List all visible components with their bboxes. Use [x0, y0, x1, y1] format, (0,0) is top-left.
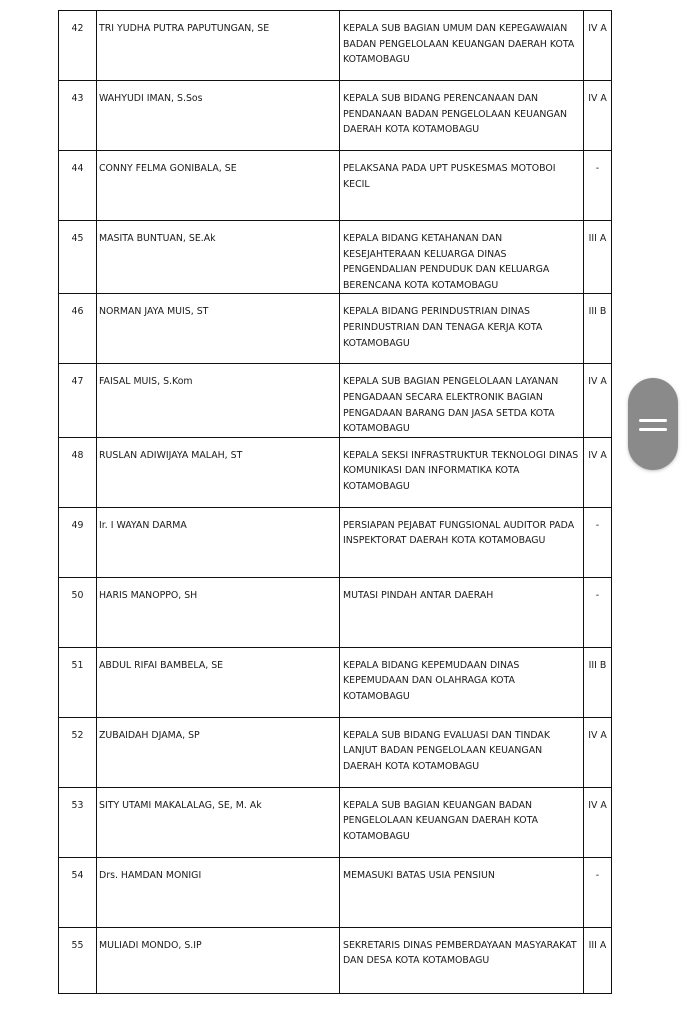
grade-level: IV A	[584, 787, 612, 857]
row-number: 51	[59, 647, 97, 717]
position-title: KEPALA SUB BIDANG EVALUASI DAN TINDAK LANJUT BADAN PENGELOLAAN KEUANGAN DAERAH KOTA KOTAMOBAGU	[340, 717, 584, 787]
table-row	[59, 151, 612, 221]
position-title: KEPALA BIDANG PERINDUSTRIAN DINAS PERINDUSTRIAN DAN TENAGA KERJA KOTA KOTAMOBAGU	[340, 294, 584, 364]
employee-name: Ir. I WAYAN DARMA	[97, 507, 340, 577]
position-title: KEPALA BIDANG KEPEMUDAAN DINAS KEPEMUDAAN DAN OLAHRAGA KOTA KOTAMOBAGU	[340, 647, 584, 717]
drag-handle-icon	[639, 428, 667, 431]
row-number: 46	[59, 294, 97, 364]
personnel-table	[58, 10, 612, 994]
employee-name: NORMAN JAYA MUIS, ST	[97, 294, 340, 364]
employee-name: ZUBAIDAH DJAMA, SP	[97, 717, 340, 787]
grade-level: IV A	[584, 81, 612, 151]
grade-level: IV A	[584, 717, 612, 787]
grade-level: IV A	[584, 364, 612, 437]
position-title: PERSIAPAN PEJABAT FUNGSIONAL AUDITOR PADA INSPEKTORAT DAERAH KOTA KOTAMOBAGU	[340, 507, 584, 577]
table-row	[59, 364, 612, 437]
employee-name: MASITA BUNTUAN, SE.Ak	[97, 221, 340, 294]
row-number: 54	[59, 857, 97, 927]
employee-name: TRI YUDHA PUTRA PAPUTUNGAN, SE	[97, 11, 340, 81]
scroll-handle[interactable]	[628, 378, 678, 470]
position-title: SEKRETARIS DINAS PEMBERDAYAAN MASYARAKAT DAN DESA KOTA KOTAMOBAGU	[340, 927, 584, 993]
employee-name: Drs. HAMDAN MONIGI	[97, 857, 340, 927]
position-title: PELAKSANA PADA UPT PUSKESMAS MOTOBOI KECIL	[340, 151, 584, 221]
position-title: MUTASI PINDAH ANTAR DAERAH	[340, 577, 584, 647]
grade-level: III B	[584, 294, 612, 364]
table-row	[59, 647, 612, 717]
table-row	[59, 857, 612, 927]
employee-name: FAISAL MUIS, S.Kom	[97, 364, 340, 437]
row-number: 44	[59, 151, 97, 221]
grade-level: -	[584, 507, 612, 577]
table-row	[59, 787, 612, 857]
grade-level: IV A	[584, 11, 612, 81]
row-number: 45	[59, 221, 97, 294]
row-number: 50	[59, 577, 97, 647]
grade-level: IV A	[584, 437, 612, 507]
grade-level: -	[584, 857, 612, 927]
grade-level: -	[584, 151, 612, 221]
row-number: 42	[59, 11, 97, 81]
employee-name: WAHYUDI IMAN, S.Sos	[97, 81, 340, 151]
table-row	[59, 294, 612, 364]
table-row	[59, 221, 612, 294]
row-number: 43	[59, 81, 97, 151]
position-title: KEPALA SUB BAGIAN KEUANGAN BADAN PENGELOLAAN KEUANGAN DAERAH KOTA KOTAMOBAGU	[340, 787, 584, 857]
employee-name: ABDUL RIFAI BAMBELA, SE	[97, 647, 340, 717]
position-title: KEPALA BIDANG KETAHANAN DAN KESEJAHTERAAN KELUARGA DINAS PENGENDALIAN PENDUDUK DAN KELUARGA BERENCANA KOTA KOTAMOBAGU	[340, 221, 584, 294]
employee-name: HARIS MANOPPO, SH	[97, 577, 340, 647]
table-row	[59, 11, 612, 81]
employee-name: MULIADI MONDO, S.IP	[97, 927, 340, 993]
employee-name: CONNY FELMA GONIBALA, SE	[97, 151, 340, 221]
personnel-table-body	[59, 11, 612, 994]
table-row	[59, 577, 612, 647]
table-row	[59, 507, 612, 577]
row-number: 48	[59, 437, 97, 507]
row-number: 53	[59, 787, 97, 857]
position-title: KEPALA SEKSI INFRASTRUKTUR TEKNOLOGI DINAS KOMUNIKASI DAN INFORMATIKA KOTA KOTAMOBAGU	[340, 437, 584, 507]
grade-level: III B	[584, 647, 612, 717]
employee-name: RUSLAN ADIWIJAYA MALAH, ST	[97, 437, 340, 507]
table-row	[59, 717, 612, 787]
grade-level: -	[584, 577, 612, 647]
position-title: KEPALA SUB BAGIAN PENGELOLAAN LAYANAN PENGADAAN SECARA ELEKTRONIK BAGIAN PENGADAAN BARANG DAN JASA SETDA KOTA KOTAMOBAGU	[340, 364, 584, 437]
table-row	[59, 437, 612, 507]
grade-level: III A	[584, 221, 612, 294]
row-number: 52	[59, 717, 97, 787]
position-title: KEPALA SUB BAGIAN UMUM DAN KEPEGAWAIAN BADAN PENGELOLAAN KEUANGAN DAERAH KOTA KOTAMOBAGU	[340, 11, 584, 81]
table-row	[59, 81, 612, 151]
position-title: MEMASUKI BATAS USIA PENSIUN	[340, 857, 584, 927]
grade-level: III A	[584, 927, 612, 993]
table-row	[59, 927, 612, 993]
row-number: 47	[59, 364, 97, 437]
row-number: 49	[59, 507, 97, 577]
position-title: KEPALA SUB BIDANG PERENCANAAN DAN PENDANAAN BADAN PENGELOLAAN KEUANGAN DAERAH KOTA KOTAMOBAGU	[340, 81, 584, 151]
employee-name: SITY UTAMI MAKALALAG, SE, M. Ak	[97, 787, 340, 857]
row-number: 55	[59, 927, 97, 993]
drag-handle-icon	[639, 419, 667, 422]
